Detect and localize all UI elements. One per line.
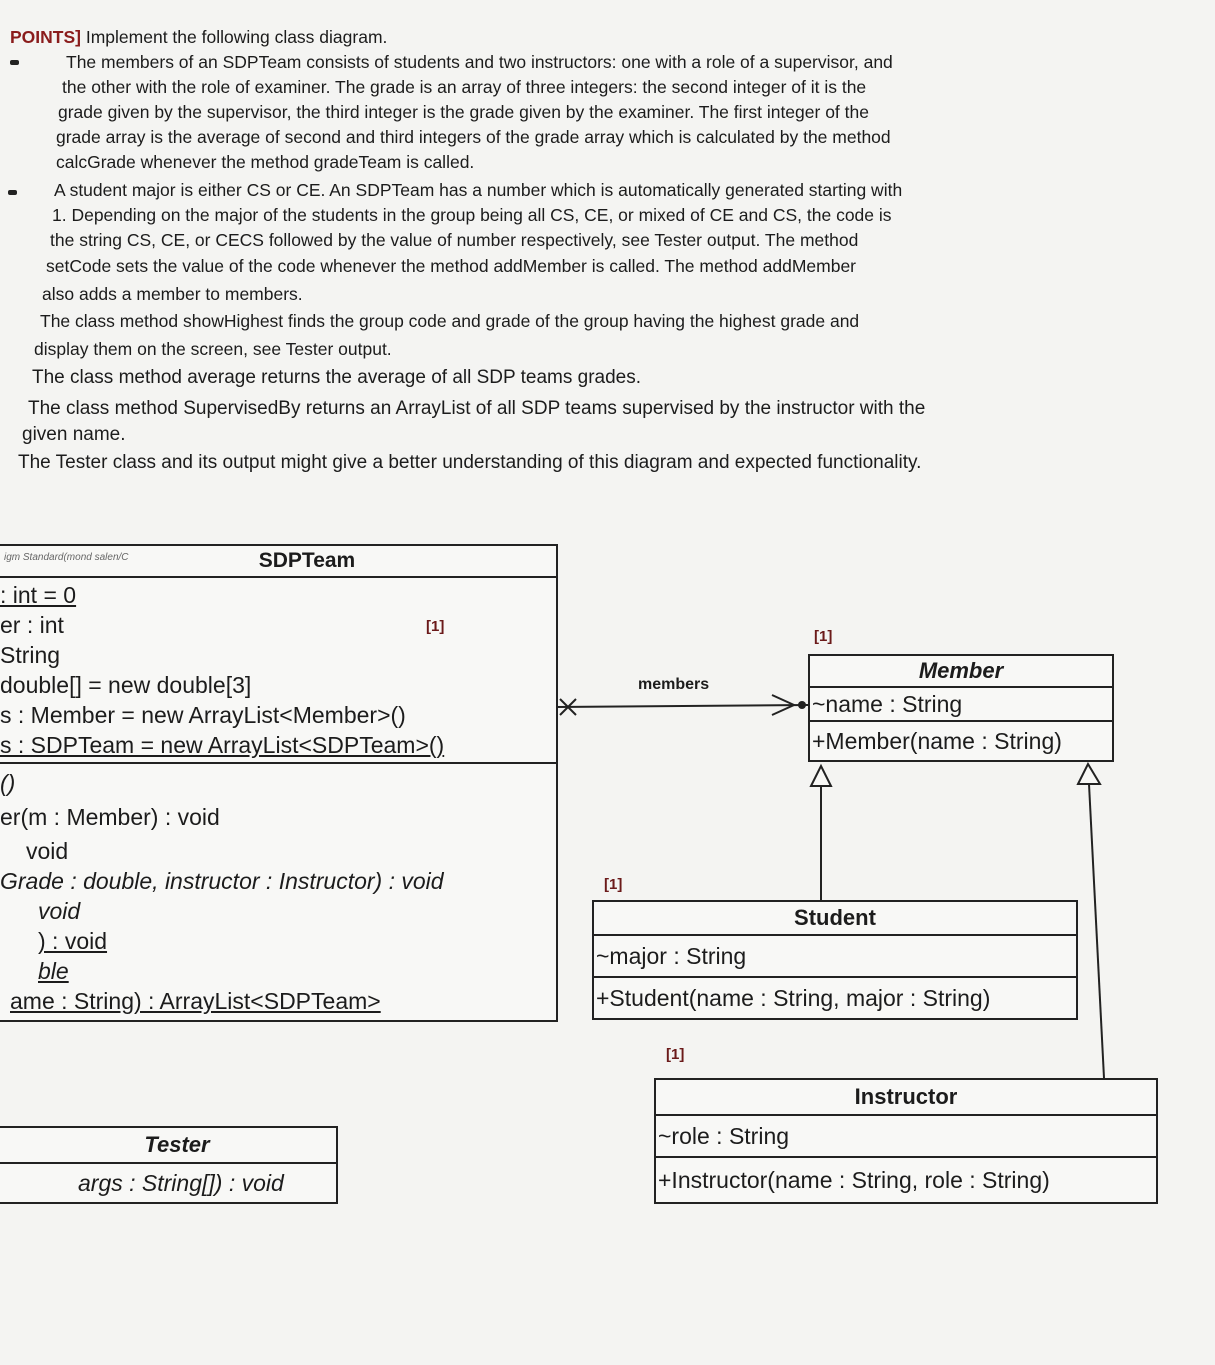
para-line-3: grade given by the supervisor, the third integer is the grade given by the examiner. The first integer of the: [58, 102, 869, 122]
sdpteam-attr-5: s : Member = new ArrayList<Member>(): [0, 702, 406, 728]
sdpteam-title: SDPTeam: [258, 549, 356, 572]
student-class-box: [592, 900, 1078, 1020]
para-line-10: also adds a member to members.: [42, 284, 303, 304]
student-method-1: +Student(name : String, major : String): [596, 985, 991, 1011]
para-line-2: the other with the role of examiner. The grade is an array of three integers: the second integer of it is the: [62, 77, 867, 97]
para-line-5: calcGrade whenever the method gradeTeam is called.: [56, 152, 475, 172]
sdpteam-attr-4: double[] = new double[3]: [0, 672, 252, 698]
para-line-12: display them on the screen, see Tester output.: [34, 339, 392, 359]
para-line-4: grade array is the average of second and third integers of the grade array which is calculated by the method: [56, 127, 891, 147]
para-line-11: The class method showHighest finds the group code and grade of the group having the highest grade and: [40, 311, 860, 331]
member-multiplicity: [1]: [814, 628, 833, 645]
member-title: Member: [810, 656, 1112, 688]
student-title: Student: [594, 902, 1076, 936]
para-line-15: given name.: [22, 424, 126, 445]
sdpteam-attr-2: er : int: [0, 612, 64, 638]
instructor-methods: [656, 1158, 1156, 1202]
sdpteam-method-5: void: [38, 898, 81, 924]
student-multiplicity: [1]: [604, 876, 623, 893]
para-line-9: setCode sets the value of the code whenever the method addMember is called. The method addMember: [46, 256, 857, 276]
sdpteam-attr-1: : int = 0: [0, 582, 77, 608]
sdpteam-title-bar: [0, 546, 556, 578]
member-attr-1: ~name : String: [812, 691, 963, 717]
student-attributes: [594, 936, 1076, 978]
para-line-8: the string CS, CE, or CECS followed by the value of number respectively, see Tester output. The method: [50, 230, 859, 250]
points-label: POINTS]: [10, 27, 81, 47]
instructor-attributes: [656, 1116, 1156, 1158]
member-class-box: [808, 654, 1114, 762]
sdpteam-attributes: [0, 578, 556, 764]
association-line: [556, 705, 808, 707]
sdpteam-method-7: ble: [38, 958, 69, 984]
ownership-dot-icon: [798, 701, 806, 709]
instructor-inheritance-triangle-icon: [1078, 764, 1100, 784]
sdpteam-method-1: (): [0, 770, 16, 796]
sdpteam-method-3: void: [26, 838, 69, 864]
student-attr-1: ~major : String: [596, 943, 747, 969]
instructor-title: Instructor: [656, 1080, 1156, 1116]
sdpteam-methods: [0, 764, 556, 1020]
intro-text: Implement the following class diagram.: [85, 27, 388, 47]
member-attributes: [810, 688, 1112, 722]
para-line-16: The Tester class and its output might give a better understanding of this diagram and expected functionality.: [18, 452, 922, 473]
tester-class-box: [0, 1126, 338, 1204]
instructor-attr-1: ~role : String: [658, 1123, 790, 1149]
instructor-multiplicity: [1]: [666, 1046, 685, 1063]
tester-methods: [0, 1164, 336, 1202]
para-line-6: A student major is either CS or CE. An SDPTeam has a number which is automatically generated starting with: [54, 180, 903, 200]
instructor-method-1: +Instructor(name : String, role : String): [658, 1167, 1050, 1193]
para-line-1: The members of an SDPTeam consists of students and two instructors: one with a role of a supervisor, and: [66, 52, 893, 72]
para-line-14: The class method SupervisedBy returns an ArrayList of all SDP teams supervised by the instructor with the: [28, 398, 926, 419]
sdpteam-attr-6: s : SDPTeam = new ArrayList<SDPTeam>(): [0, 732, 445, 758]
sdpteam-multiplicity: [1]: [426, 618, 445, 635]
sdpteam-class-box: [0, 544, 558, 1022]
member-method-1: +Member(name : String): [812, 728, 1062, 754]
sdpteam-smudge: igm Standard(mond salen/C: [4, 552, 129, 563]
sdpteam-attr-3: String: [0, 642, 61, 668]
instructor-generalization-line: [1089, 784, 1104, 1078]
para-line-13: The class method average returns the average of all SDP teams grades.: [32, 367, 642, 388]
sdpteam-method-8: ame : String) : ArrayList<SDPTeam>: [10, 988, 381, 1014]
association-label: members: [638, 676, 710, 693]
sdpteam-method-2: er(m : Member) : void: [0, 804, 220, 830]
sdpteam-method-4: Grade : double, instructor : Instructor) : void: [0, 868, 444, 894]
tester-method-1: args : String[]) : void: [78, 1170, 284, 1196]
member-methods: [810, 722, 1112, 760]
sdpteam-method-6: ) : void: [38, 928, 108, 954]
instructor-class-box: [654, 1078, 1158, 1204]
tester-title: Tester: [0, 1128, 336, 1164]
para-line-7: 1. Depending on the major of the students in the group being all CS, CE, or mixed of CE and CS, the code is: [52, 205, 892, 225]
student-methods: [594, 978, 1076, 1018]
student-inheritance-triangle-icon: [811, 766, 831, 786]
